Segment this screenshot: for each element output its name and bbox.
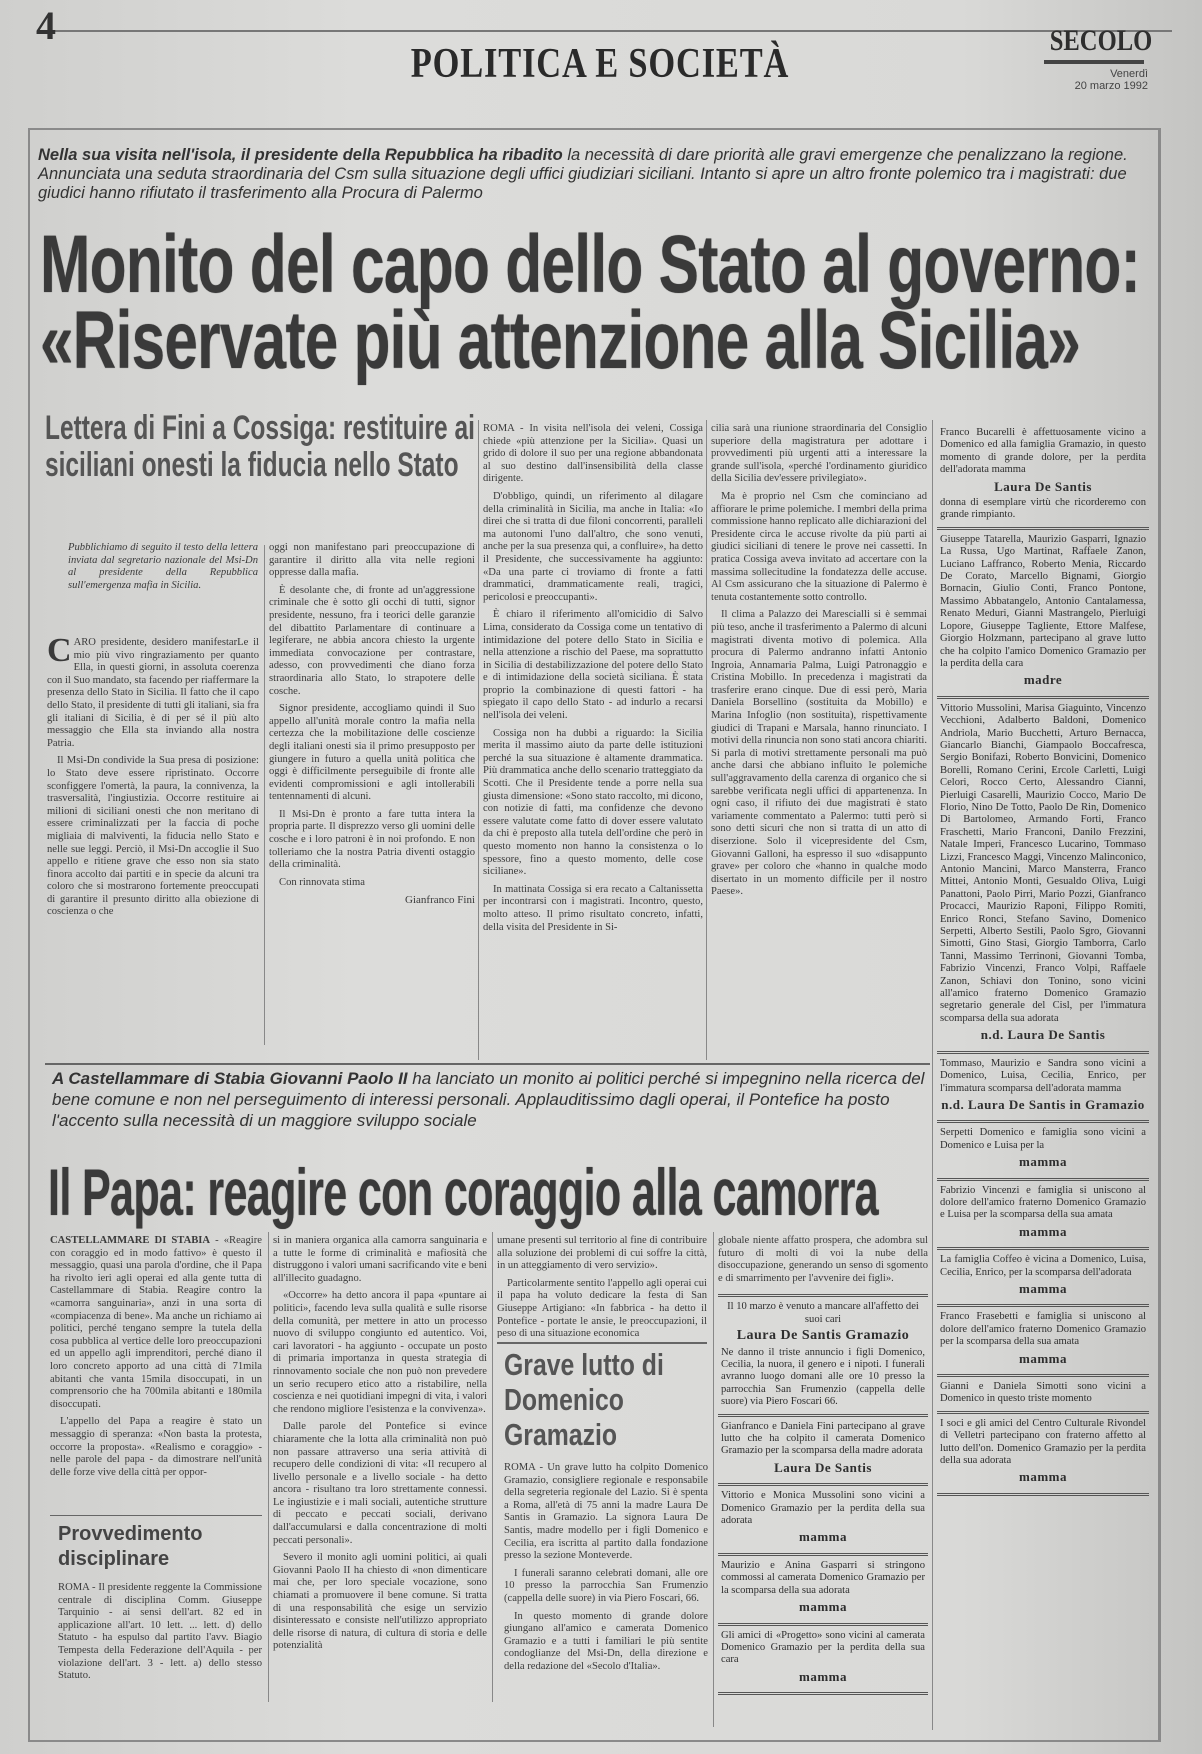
obituary-name: mamma [1019,1154,1067,1170]
paragraph: globale niente affatto prospera, che adombra sul futuro di molti di voi la nube della disoccupazione, generando un senso di sgomento e di smarrimento per l'avvenire dei figli». [718,1235,928,1284]
obituary [718,1486,928,1556]
obituary [937,1250,1149,1307]
obituary [937,1054,1149,1124]
section-rule [45,1063,930,1065]
main-lede-rest: la necessità di dare priorità alle gravi emergenze che penalizzano la regione. Annunciata una seduta straordinaria del Csm sulla situazione degli uffici giudiziari siciliani. Intanto si apre un altro fronte polemico tra i magistrati: due giudici hanno rifiutato il trasferimento alla Procura di Palermo [38,146,1128,202]
papa-lede-rest: ha lanciato un monito ai politici perché si impegnino nella ricerca del bene comune e non nel perseguimento di interessi personali. Applauditissimo dagli operai, il Pontefice ha posto l'accento sulla necessità di un maggiore sviluppo sociale [52,1069,925,1130]
provvedimento-title: Provvedimento disciplinare [58,1523,203,1570]
section-rule [497,1342,707,1344]
obituary [937,1307,1149,1377]
paragraph: ROMA - Un grave lutto ha colpito Domenico Gramazio, consigliere regionale e responsabile della segreteria regionale del Lazio. Si è spenta a Roma, all'età di 75 anni la madre Laura De Santis in Gramazio. La signora Laura De Santis, madre modello per i figli Domenico e Cecilia, era iscritta al partito dalla fondazione presso la sezione Monteverde. [504,1462,708,1562]
obituary-text: Maurizio e Anina Gasparri si stringono commossi al camerata Domenico Gramazio per la scomparsa della sua adorata [721,1559,925,1596]
obituary-text: Serpetti Domenico e famiglia sono vicini a Domenico e Luisa per la [940,1127,1146,1151]
paragraph: ROMA - In visita nell'isola dei veleni, Cossiga chiede «più attenzione per la Sicilia». Quasi un grido di dolore il suo per una regione abbandonata al suo destino dall'insensibilità della classe dirigente. [483,423,703,485]
main-headline-line1: Monito del capo dello Stato al governo: [40,219,1140,310]
grave-lutto-title: Grave lutto di Domenico Gramazio [504,1347,664,1452]
paragraph: cilia sarà una riunione straordinaria del Consiglio superiore della magistratura per adottare i provvedimenti più urgenti atti a interessare la grande sull'isola, «perché l'ordinamento giuridico della Sicilia dev'essere privilegiato». [711,423,927,485]
issue-date [1040,68,1148,92]
paragraph: In questo momento di grande dolore giungano all'amico e camerata Domenico Gramazio e a tutti i familiari le più sentite condoglianze del Msi-Dn, della direzione e della redazione del «Secolo d'Italia». [504,1610,708,1672]
obituary-name: mamma [799,1529,847,1545]
obituary-name: mamma [1019,1223,1067,1239]
papa-headline: Il Papa: reagire con coraggio alla camorra [48,1155,878,1229]
obituary-text: Giuseppe Tatarella, Maurizio Gasparri, Ignazio La Russa, Ugo Martinat, Raffaele Zanon, Luciano Laffranco, Roberto Menia, Riccardo De Corato, Marcello Bignami, Giorgio Bornacin, Giulio Conti, Franco Pontone, Massimo Abbatangelo, Antonio Cantalamessa, Renato Meduri, Gianni Mastrangelo, Pierluigi Lopore, Giuseppe Tagliente, Ettore Malfese, Giorgio Holzmann, partecipano al grave lutto che ha colpito l'amico Domenico Gramazio per la perdita della cara [940,533,1146,669]
masthead-logo: SECOLO [1049,24,1153,57]
paragraph: Cossiga non ha dubbi a riguardo: la Sicilia merita il massimo aiuto da parte delle istituzioni perché la sua situazione è altamente drammatica. Più drammatica anche dello scenario tratteggiato da Scotti. Che il Presidente tende a porre nella sua giusta dimensione: «Sono stato raccolto, mi dicono, con notizie di fatti, ma confidenze che devono essere valutate come fatto di dover essere valutato da chi è preposto alla tutela dell'ordine che però in questo momento non hanno la consistenza o lo spessore, fino a questo momento, delle cose siciliane». [483,727,703,878]
obituary-text: La famiglia Coffeo è vicina a Domenico, Luisa, Cecilia, Enrico, per la scomparsa dell'adorata [940,1254,1146,1278]
paragraph: L'appello del Papa a reagire è stato un messaggio di speranza: «Non basta la protesta, occorre la proposta». «Realismo e coraggio» - nelle parole del papa - da dimostrare nell'unità delle forze vive della città per oppor- [50,1416,262,1478]
column-divider [706,420,707,1060]
obituary-name: n.d. Laura De Santis [980,1027,1106,1043]
section-title: POLITICA E SOCIETÀ [410,41,790,87]
paragraph: Con rinnovata stima [279,876,365,888]
obituary-name: mamma [1019,1469,1067,1485]
papa-col4-and-notices [718,1235,928,1730]
obituary [937,1123,1149,1180]
papa-col1 [50,1235,262,1513]
paragraph: umane presenti sul territorio al fine di contribuire alla soluzione dei problemi di cui soffre la città, in un atteggiamento di vero servizio». [497,1235,707,1272]
grave-lutto-body [504,1462,708,1724]
obituary [937,423,1149,530]
header-rule [40,30,1172,32]
obituary [718,1417,928,1487]
paragraph: È desolante che, di fronte ad un'aggressione criminale che è sotto gli occhi di tutti, signor presidente, nessuno, fra i teorici delle garanzie del dibattito Parlamentare di continuare a legiferare, ne abbia ancora chiesto la urgente immediata convocazione per contrastare, adesso, con provvedimenti che diano forza straordinaria allo Stato, lo strapotere delle cosche. [269,584,475,697]
paragraph: Ma è proprio nel Csm che cominciano ad affiorare le prime polemiche. I membri della prima commissione hanno replicato alle dichiarazioni del Presidente circa le accuse rivolte da più parti ai giudici siciliani di tenere le prove nei cassetti. In pratica Cossiga aveva invitato ad accertare con la massima sollecitudine la fondatezza delle accuse. Al Csm assicurano che la situazione di Palermo è tenuta costantemente sotto controllo. [711,490,927,603]
paragraph: si in maniera organica alla camorra sanguinaria e a tutte le forme di criminalità e mafiosità che distruggono i valori umani sacrificando vite e beni all'illecito guadagno. [273,1235,487,1284]
box-rule [50,1515,262,1516]
column-divider [713,1232,714,1727]
obituary-text: I soci e gli amici del Centro Culturale Rivondel di Velletri partecipano con fraterno affetto al lutto dell'on. Domenico Gramazio per la perdita della sua adorata [940,1417,1146,1467]
paragraph: - «Reagire con coraggio ed in modo fattivo» è questo il messaggio, quasi una parola d'ordine, che il Papa ha rivolto ieri agli operai ed alla gente tutta di Castellammare di Stabia. Reagire contro la «camorra sanguinaria», anzi in una sorta di «compiacenza di bene». Ma anche un richiamo ai politici, perché tengano sempre la tutela della cosa pubblica al vertice delle loro preoccupazioni ed un appello agli imprenditori, perché diano il loro concreto apporto ad una città di 71mila abitanti che vanta 15mila disoccupati, in un comprensorio che ha 700mila abitanti e 180mila disoccupati. [50,1235,262,1410]
obituary [718,1556,928,1626]
masthead-bar [1044,60,1144,64]
obituary-text: donna di esemplare virtù che ricorderemo con grande rimpianto. [940,497,1146,521]
obituary-text: Gianfranco e Daniela Fini partecipano al grave lutto che ha colpito il camerata Domenico Gramazio per la scomparsa della madre adorata [721,1420,925,1457]
main-lede [38,146,1133,203]
dateline: CASTELLAMMARE DI STABIA [50,1235,211,1246]
paragraph: Severo il monito agli uomini politici, ai quali Giovanni Paolo II ha chiesto di «non dimenticare mai che, per loro speciale vocazione, sono chiamati a promuovere il bene comune. Si tratta di una responsabilità che esige un servizio disinteressato e consiste nell'utilizzo appropriato delle risorse di natura, di cultura di storia e delle potenzialità [273,1552,487,1652]
death-notice-text: Ne danno il triste annuncio i figli Domenico, Cecilia, la nuora, il genero e i nipoti. I funerali avranno luogo domani alle ore 10 presso la parrocchia San Frumenzio (cappella delle suore) via Piero Foscari 66. [721,1346,925,1408]
fini-letter-intro [68,542,258,637]
paragraph: Il Msi-Dn è pronto a fare tutta intera la propria parte. Il disprezzo verso gli uomini delle cosche e i loro patroni è in noi profondo. E non tolleriamo che la nostra Patria diventi ostaggio della criminalità. [269,808,475,871]
obituary [937,1181,1149,1251]
fini-letter-title: Lettera di Fini a Cossiga: restituire ai siciliani onesti la fiducia nello Stato [45,409,475,484]
issue-date-text: 20 marzo 1992 [1074,80,1148,92]
obituary-text: Vittorio e Monica Mussolini sono vicini a Domenico Gramazio per la perdita della sua adorata [721,1490,925,1527]
obituaries-column [937,423,1149,1728]
main-headline-line2: «Riservate più attenzione alla Sicilia» [40,295,1080,386]
paragraph: In mattinata Cossiga si era recato a Caltanissetta per incontrarsi con i magistrati. Incontro, questo, molto atteso. Il primo risultato concreto, infatti, della visita del Presidente in Si- [483,883,703,933]
obituary-name: Laura De Santis [994,478,1092,494]
intro-text: Pubblichiamo di seguito il testo della lettera inviata dal segretario nazionale del Msi-Dn al presidente della Repubblica sull'emergenza mafia in Sicilia. [68,542,258,591]
column-divider [264,545,265,1045]
signature: Gianfranco Fini [405,894,475,907]
obituary-text: Tommaso, Maurizio e Sandra sono vicini a Domenico, Luisa, Cecilia, Enrico, per l'immatura scomparsa dell'adorata mamma [940,1057,1146,1094]
obituary [937,1414,1149,1496]
obituary-text: Franco Bucarelli è affettuosamente vicino a Domenico ed alla famiglia Gramazio, in questo momento di grande dolore, per la perdita dell'adorata mamma [940,427,1146,476]
death-notice-name: Laura De Santis Gramazio [736,1328,910,1344]
obituary-text: Gianni e Daniela Simotti sono vicini a Domenico in questo triste momento [940,1381,1146,1405]
obituary [937,530,1149,699]
obituary-text: Vittorio Mussolini, Marisa Giaguinto, Vincenzo Vecchioni, Adalberto Baldoni, Domenico Andriola, Mario Bucchetti, Arturo Bernacca, Giancarlo Bianchi, Giampaolo Boccafresca, Sergio Bonifazi, Roberto Bonvicini, Domenico Borelli, Romano Cerini, Ercole Carletti, Luigi Celori, Rocco Certo, Alessandro Cianni, Pierluigi Casarelli, Maurizio Cocco, Mario De Florio, Nino De Totto, Paolo De Rin, Domenico Di Bartolomeo, Armando Forti, Franco Fraschetti, Mario Franconi, Danilo Frezzini, Natale Imperi, Francesco Lucarino, Tommaso Lizzi, Francesco Maggi, Vincenzo Malinconico, Antonio Mancini, Marco Mansterra, Franco Mittei, Antonio Monti, Gesualdo Oliva, Luigi Panattoni, Paolo Pirri, Mario Pozzi, Gianfranco Procacci, Maurizio Raponi, Filippo Romiti, Enrico Ronci, Stefano Savino, Domenico Serpetti, Alberto Sestili, Paolo Sgro, Giovanni Simotti, Gino Stasi, Giorgio Tamborra, Carlo Tanni, Massimo Terrinoni, Giovanni Tomba, Fabrizio Vincenzi, Franco Volpi, Raffaele Zanon, Schiavi don Tonino, sono vicini all'amico fraterno Domenico Gramazio segretario generale del Cisl, per l'immatura scomparsa della sua adorata [940,702,1146,1024]
papa-col2 [273,1235,487,1700]
paragraph: I funerali saranno celebrati domani, alle ore 10 presso la parrocchia San Frumenzio (cappella delle suore) in via Piero Foscari, 66. [504,1567,708,1604]
main-story-col2 [711,423,927,1060]
paragraph: Il clima a Palazzo dei Marescialli si è semmai più teso, anche il trasferimento a Palermo di alcuni magistrati diventa motivo di polemica. Alla procura di Palermo andranno infatti Antonio Ingroia, Annamaria Palma, Luigi Patronaggio e Cristina Mobillo. In precedenza i magistrati da trasferire erano cinque. Due di essi però, Maria Daniela Borsellino (sostituita da Mobillo) e Marina Infoglio (non sostituita), rispettivamente giudici di Trapani e Marsala, hanno rinunciato. I motivi della rinuncia non sono stati ancora chiariti. Si parla di motivi strettamente personali ma può anche darsi che abbiano influito le polemiche sull'aggravamento della carenza di organico che si sarebbe verificata negli uffici di appartenenza. In ogni caso, il rifiuto dei due magistrati è stato variamente commentato a Palermo: tutti però si sono detti sicuri che non si tratta di un atto di diserzione. Solo il vicepresidente del Csm, Giovanni Galloni, ha espresso il suo «disappunto grave» per coloro che «hanno in qualche modo disertato in un momento difficile per il nostro Paese». [711,609,927,898]
paragraph: Particolarmente sentito l'appello agli operai cui il papa ha voluto dedicare la festa di San Giuseppe Artigiano: «In fabbrica - ha detto il Pontefice - portate le ansie, le preoccupazioni, il peso di una situazione economica [497,1277,707,1338]
obituary-name: mamma [1019,1280,1067,1296]
issue-day: Venerdì [1110,68,1148,80]
provvedimento-body [58,1582,262,1692]
paragraph: «Occorre» ha detto ancora il papa «puntare ai politici», facendo leva sulla qualità e sulle risorse della comunità, per mettere in atto un processo nuovo di sviluppo congiunto ed autentico. Voi, cari lavoratori - ha aggiunto - occupate un posto di primaria importanza in questa strategia di rinnovamento sociale che non può non prevedere un serio recupero etico atto a ristabilire, nella coscienza e nei quotidiani impegni di vita, i valori che rendono migliore l'esistenza e la convivenza». [273,1290,487,1415]
death-notice [718,1297,928,1416]
paragraph: ROMA - Il presidente reggente la Commissione centrale di disciplina Comm. Giuseppe Tarquinio - ai sensi dell'art. 82 ed in applicazione all'art. 10 lett. ... lett. d) dello Statuto - ha espulso dal partito l'avv. Biagio Tempesta della Federazione dell'Aquila - per violazione dell'art. 3 - lett. a) dello stesso Statuto. [58,1582,262,1682]
obituary [937,1377,1149,1414]
paragraph: Il Msi-Dn condivide la Sua presa di posizione: lo Stato deve essere ripristinato. Occorre sconfiggere l'omertà, la paura, la connivenza, la trasversalità, l'ingiustizia. Occorre restituire ai milioni di siciliani onesti che non meritano di essere criminalizzati per la faccia di poche migliaia di malviventi, la fiducia nello Stato e nelle sue leggi. Perciò, il Msi-Dn accoglie il Suo appello e ritiene grave che esso non sia stato finora accolto dai partiti e in specie da alcuni tra coloro che si mostrarono fortemente preoccupati di garantire il presunto diritto alla obiezione di coscienza o che [47,755,259,918]
papa-lede-bold: A Castellammare di Stabia Giovanni Paolo II [52,1069,408,1088]
column-divider [492,1232,493,1702]
fini-letter-col2 [269,542,475,1032]
obituary-text: Franco Frasebetti e famiglia si uniscono al dolore dell'amico fraterno Domenico Gramazio per la scomparsa della sua amata [940,1311,1146,1348]
obituary-name: madre [1023,672,1063,688]
obituary-text: Gli amici di «Progetto» sono vicini al camerata Domenico Gramazio per la perdita della sua cara [721,1629,925,1666]
death-notice-intro: Il 10 marzo è venuto a mancare all'affetto dei suoi cari [727,1301,919,1325]
obituary [718,1626,928,1696]
papa-col3 [497,1235,707,1338]
dropcap: C [47,637,72,669]
obituary-name: n.d. Laura De Santis in Gramazio [941,1096,1145,1112]
obituary [937,699,1149,1054]
paragraph: oggi non manifestano pari preoccupazione di garantire il diritto alla vita nelle regioni oppresse dalla mafia. [269,542,475,579]
page-number: 4 [36,3,56,48]
paragraph: Dalle parole del Pontefice si evince chiaramente che la lotta alla criminalità non può non passare attraverso una seria attività di recupero delle condizioni di vita: «Il recupero al livello personale e a livello sociale - ha detto ancora - risultano tra loro strettamente connessi. Le ingiustizie e i mali sociali, autentiche strutture di peccato e peccati sociali, derivano dall'accumularsi e dalla concentrazione di molti peccati personali». [273,1421,487,1546]
paragraph: È chiaro il riferimento all'omicidio di Salvo Lima, considerato da Cossiga come un tentativo di intimidazione del potere dello Stato in Sicilia e nella attenzione a rischio del Paese, ma soprattutto in Sicilia di destabilizzazione del potere dello Stato e di intimidazione della società siciliana. È stata proprio la combinazione di questi fattori - ha spiegato il capo dello Stato - ad indurlo a recarsi nell'isola dei veleni. [483,609,703,722]
fini-letter-col1 [47,637,259,1047]
column-divider [478,420,479,1060]
paragraph: D'obbligo, quindi, un riferimento al dilagare della criminalità in Sicilia, ma anche in Italia: «Io direi che si tratta di due filoni concorrenti, paralleli ma autonomi l'uno dall'altro, che sono venuti, anche per la sua presenza qui, a confluire», ha detto il Presidente, che successivamente ha aggiunto: «Da una parte ci troviamo di fronte a fatti drammatici, drammaticamente reali, tragici, pericolosi e preoccupanti». [483,490,703,603]
paragraph: ARO presidente, desidero manifestarLe il mio più vivo ringraziamento per quanto Ella, in questi giorni, in assoluta coerenza con il Suo mandato, sta facendo per riaffermare la presenza dello Stato in Sicilia. Il fatto che il capo dello Stato, il presidente di tutti gli italiani, sia fra gli italiani di Sicilia, è di per sé il più alto messaggio che Ella sta inviando alla nostra Patria. [47,637,259,749]
paragraph: Signor presidente, accogliamo quindi il Suo appello all'unità morale contro la mafia nella certezza che la mobilitazione delle coscienze degli italiani onesti sia il primo presupposto per giungere in futuro a quella unità politica che oggi è difficilmente perseguibile di fronte alle evidenti compromissioni e agli intollerabili tentennamenti di alcuni. [269,703,475,803]
column-divider [932,420,933,1730]
obituary-name: Laura De Santis [774,1459,872,1475]
main-lede-bold: Nella sua visita nell'isola, il presidente della Repubblica ha ribadito [38,146,563,164]
obituary-name: mamma [1019,1350,1067,1366]
main-story-col1 [483,423,703,1060]
papa-lede [52,1068,927,1131]
obituary-name: mamma [799,1599,847,1615]
obituary-name: mamma [799,1668,847,1684]
obituary-text: Fabrizio Vincenzi e famiglia si uniscono al dolore dell'amico fraterno Domenico Gramazio e Luisa per la scomparsa della sua amata [940,1184,1146,1221]
column-divider [268,1232,269,1702]
